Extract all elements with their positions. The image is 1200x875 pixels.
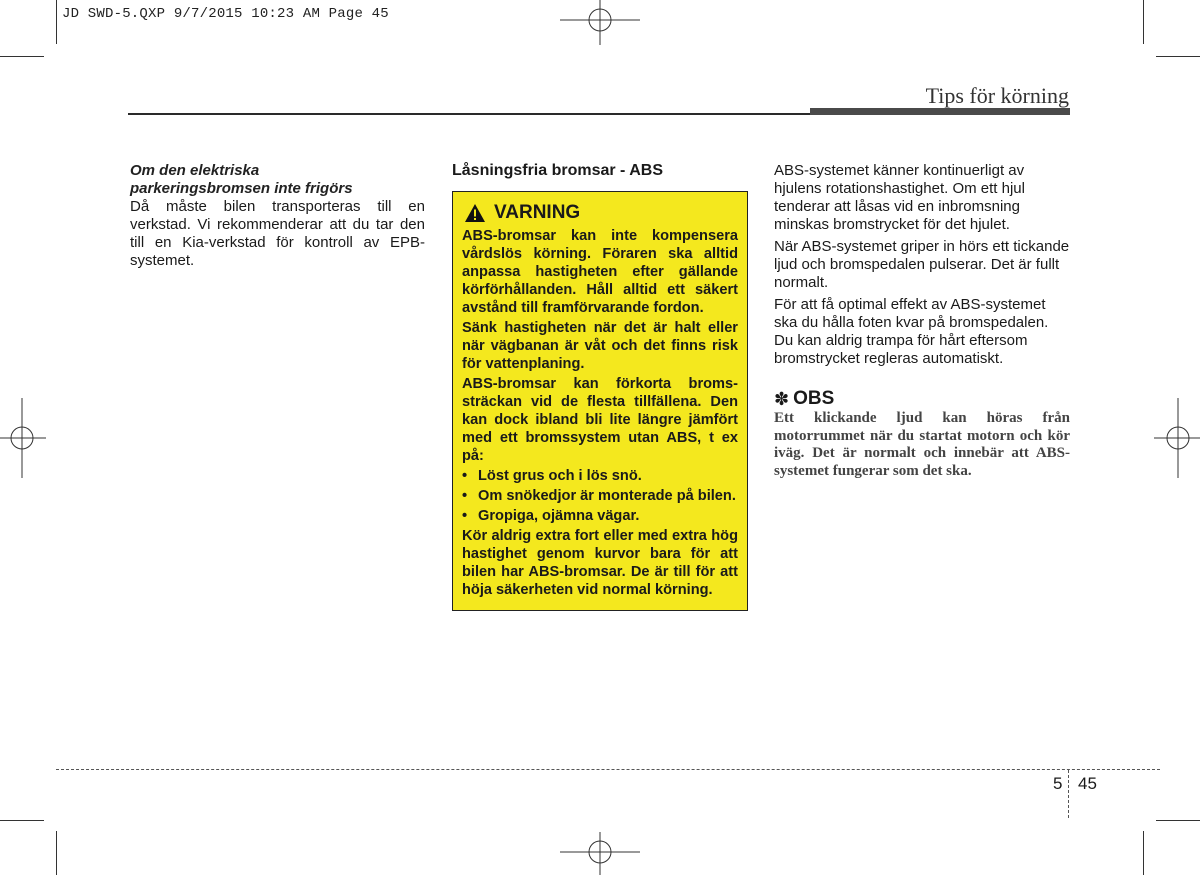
warning-paragraph-3: ABS-bromsar kan förkorta broms-sträckan vid de flesta tillfällena. Den kan dock ibland bli lite längre jämfört med ett bromssystem utan ABS, t ex på: [462,376,738,464]
warning-paragraph-1: ABS-bromsar kan inte kompensera vårdslös körning. Föraren ska alltid anpassa hastigheten efter gällande körförhållanden. Håll alltid ett säkert avstånd till framförvarande fordon. [462,228,738,316]
chapter-header-title: Tips för körning [925,83,1069,108]
footer-rule [56,769,1160,770]
registration-mark-left [0,398,46,478]
header-rule-bar [810,108,1070,115]
middle-column [452,162,748,611]
warning-paragraph-4: Kör aldrig extra fort eller med extra hög hastighet genom kurvor bara för att bilen har ABS-bromsar. De är till för att höja säkerheten vid normal körning. [462,528,738,598]
list-item: • Löst grus och i lös snö. [462,468,642,484]
registration-mark-bottom [560,828,640,875]
warning-paragraph-2: Sänk hastigheten när det är halt eller när vägbanan är våt och det finns risk för vattenplaning. [462,320,738,372]
note-text: Ett klickande ljud kan höras från motorrummet när du startat motorn och kör iväg. Det är normalt och innebär att ABS-systemet fungerar som det ska. [774,410,1070,479]
page-divider [1068,770,1069,818]
note-star-icon: ✽ [774,389,790,409]
chapter-number: 5 [1053,774,1063,793]
page-number: 45 [1078,774,1097,793]
abs-paragraph-3: För att få optimal effekt av ABS-systemet ska du hålla foten kvar på bromspedalen. Du kan aldrig trampa för hårt eftersom bromstrycket regleras automatiskt. [774,296,1049,367]
registration-mark-right [1154,398,1200,478]
subheading-line-1: Om den elektriska [130,162,260,179]
left-column [130,162,425,270]
header-rule [128,113,810,115]
registration-mark-top [560,0,640,50]
subheading-line-2: parkeringsbromsen inte frigörs [130,180,353,197]
list-item: • Om snökedjor är monterade på bilen. [462,488,736,504]
note-header [774,390,1070,408]
epb-paragraph: Då måste bilen transporteras till en verkstad. Vi rekommenderar att du tar den till en Kia-verkstad för kontroll av EPB-systemet. [130,198,425,269]
right-column [774,162,1070,480]
abs-paragraph-2: När ABS-systemet griper in hörs ett tickande ljud och bromspedalen pulserar. Det är fullt normalt. [774,238,1070,291]
warning-triangle-icon [464,203,486,223]
abs-paragraph-1: ABS-systemet känner kontinuerligt av hjulens rotationshastighet. Om ett hjul tenderar att låsas vid en inbromsning minskas bromstrycket för det hjulet. [774,162,1025,233]
note-label: OBS [793,388,835,409]
warning-label: VARNING [494,202,581,223]
section-title: Låsningsfria bromsar - ABS [452,162,664,179]
print-slug: JD SWD-5.QXP 9/7/2015 10:23 AM Page 45 [62,6,389,22]
list-item: • Gropiga, ojämna vägar. [462,508,640,524]
warning-bullet-list [462,467,738,525]
warning-header [462,202,738,224]
warning-box [452,191,748,611]
